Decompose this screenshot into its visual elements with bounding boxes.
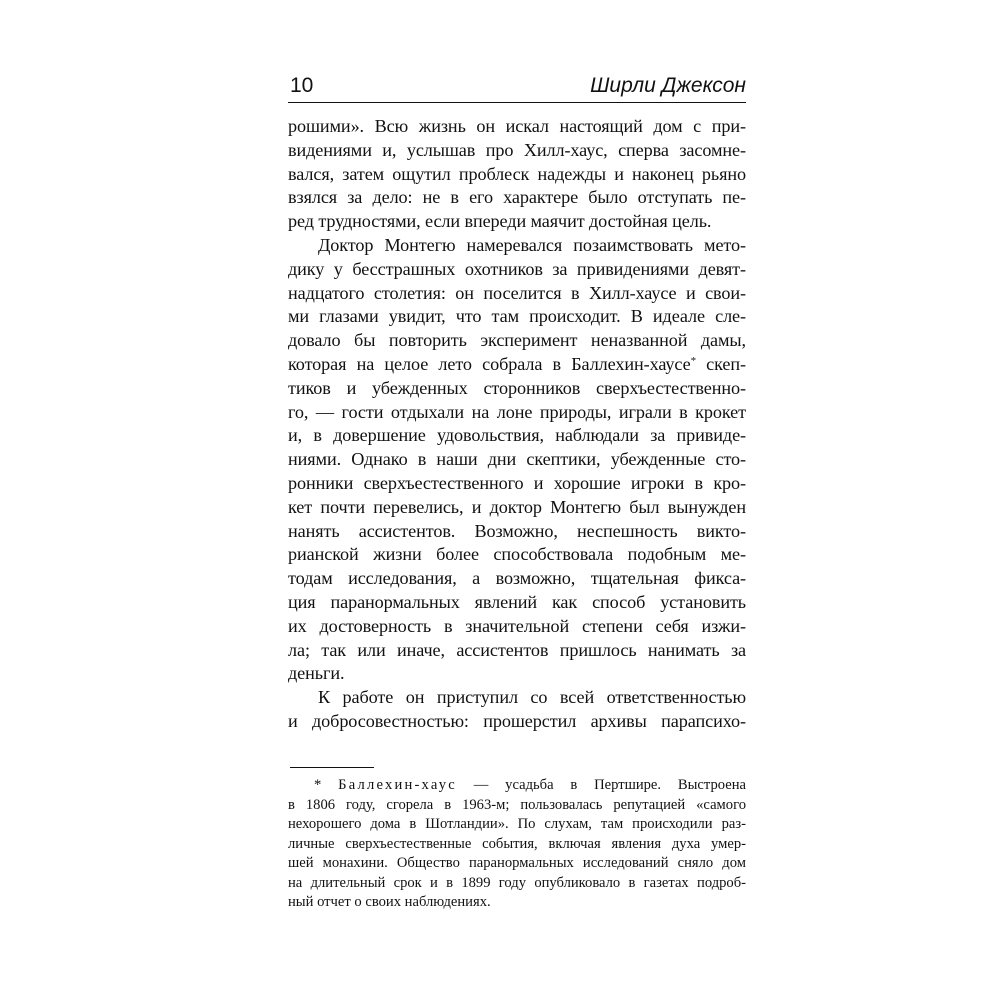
footnote-line [288, 776, 746, 796]
text-fragment: скеп- [706, 353, 746, 374]
paragraph-3 [288, 686, 746, 734]
text-line: вался, затем ощутил проблеск надежды и наконец рьяно [288, 163, 746, 184]
footnote-text: — усадьба в Пертшире. Выстроена [473, 777, 746, 793]
text-line: нанять ассистентов. Возможно, неспешность викто- [288, 520, 746, 541]
text-line: ция паранормальных явлений как способ установить [288, 591, 746, 612]
page-number: 10 [290, 74, 314, 97]
text-line: и, в довершение удовольствия, наблюдали за привиде- [288, 425, 746, 446]
text-line: рошими». Всю жизнь он искал настоящий дом с при- [288, 116, 746, 136]
text-line: их достоверность в значительной степени себя изжи- [288, 615, 746, 636]
running-head [288, 72, 746, 102]
text-line: ми глазами увидит, что там происходит. В идеале сле- [288, 306, 746, 327]
footnote-line: ный отчет о своих наблюдениях. [288, 894, 491, 910]
paragraph-2 [288, 234, 746, 686]
text-line: видениями и, услышав про Хилл-хаус, сперва засомне- [288, 139, 746, 160]
footnote-marker: * [690, 354, 696, 367]
text-line: деньги. [288, 663, 345, 684]
text-line: и добросовестностью: прошерстил архивы парапсихо- [288, 710, 746, 731]
footnote-line: нехорошего дома в Шотландии». По слухам, там происходили раз- [288, 816, 746, 832]
text-line: тодам исследования, а возможно, тщательная фикса- [288, 568, 746, 589]
text-line: тиков и убежденных сторонников сверхъестественно- [288, 377, 746, 398]
footnote [288, 776, 746, 913]
paragraph-1 [288, 115, 746, 234]
text-line: Доктор Монтегю намеревался позаимствовать мето- [318, 234, 746, 255]
text-line: го, — гости отдыхали на лоне природы, играли в крокет [288, 401, 746, 422]
body-text [288, 115, 746, 734]
footnote-line: в 1806 году, сгорела в 1963-м; пользовалась репутацией «самого [288, 796, 746, 813]
text-line: взялся за дело: не в его характере было отступать пе- [288, 187, 746, 208]
text-line: рианской жизни более способствовала подобным ме- [288, 544, 746, 565]
text-line: ниями. Однако в наши дни скептики, убежденные сто- [288, 449, 746, 470]
running-head-author: Ширли Джексон [590, 74, 746, 97]
footnote-line: на длительный срок и в 1899 году опубликовало в газетах подроб- [288, 874, 746, 891]
book-page [288, 72, 746, 910]
text-line: надцатого столетия: он поселится в Хилл-хаусе и свои- [288, 282, 746, 303]
text-line: ред трудностями, если впереди маячит достойная цель. [288, 211, 712, 232]
text-line: довало бы повторить эксперимент неназванной дамы, [288, 330, 746, 351]
text-line: кет почти перевелись, и доктор Монтегю был вынужден [288, 496, 746, 517]
footnote-line: личные сверхъестественные события, включая явления духа умер- [288, 835, 746, 852]
text-line: ронники сверхъестественного и хорошие игроки в кро- [288, 472, 746, 493]
header-rule [288, 102, 746, 103]
text-line: К работе он приступил со всей ответственностью [318, 687, 746, 708]
footnote-term: Баллехин-хаус [338, 777, 457, 793]
text-line-with-footnote [288, 353, 746, 377]
footnote-line: шей монахини. Общество паранормальных исследований сняло дом [288, 855, 746, 871]
text-line: дику у бесстрашных охотников за привидениями девят- [288, 258, 746, 279]
footnote-rule [290, 767, 374, 768]
text-fragment: которая на целое лето собрала в Баллехин-хаусе [288, 353, 691, 374]
footnote-marker: * [314, 777, 322, 793]
text-line: ла; так или иначе, ассистентов пришлось нанимать за [288, 639, 746, 660]
